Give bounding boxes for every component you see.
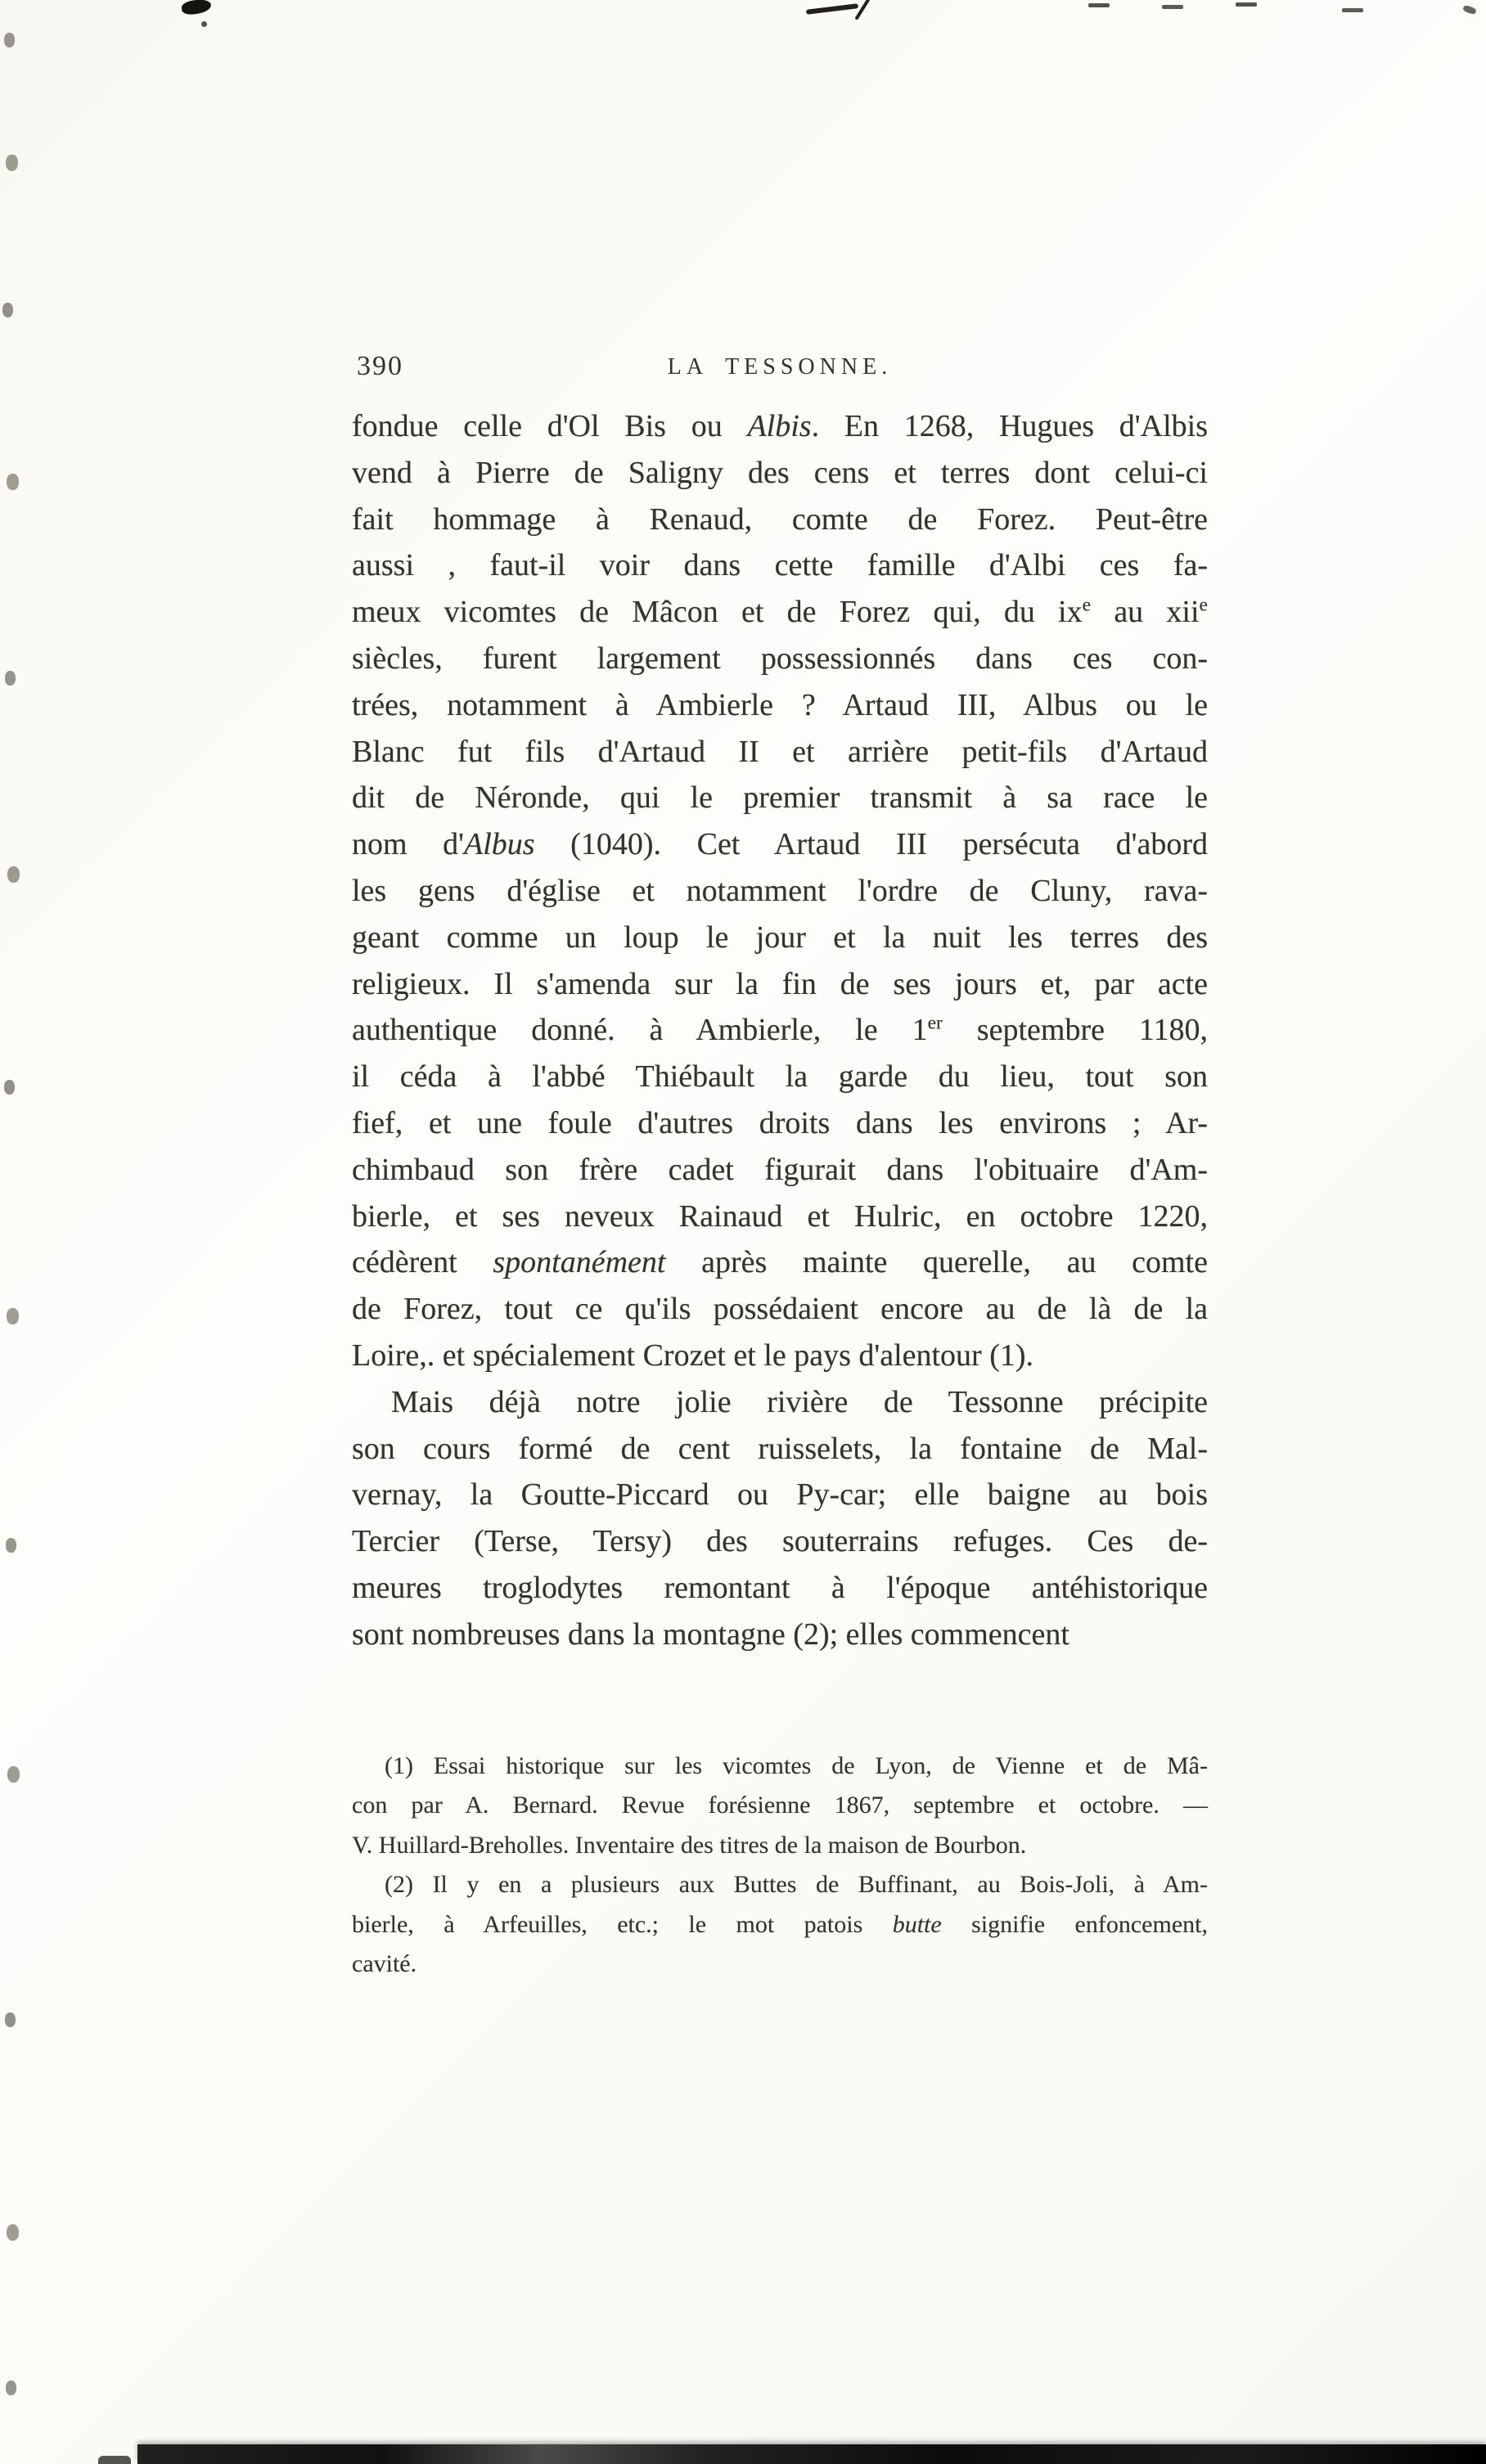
footnote [352, 1747, 1208, 1866]
text-line: les gens d'église et notamment l'ordre de Cluny, rava- [352, 873, 1208, 908]
text-line: dit de Néronde, qui le premier transmit à sa race le [352, 780, 1208, 816]
footnote-line: con par A. Bernard. Revue forésienne 1867, septembre et octobre. — [352, 1792, 1208, 1819]
scan-edge-bottom [137, 2444, 1486, 2464]
running-title: LA TESSONNE. [667, 354, 893, 380]
text-line: vernay, la Goutte-Piccard ou Py-car; elle baigne au bois [352, 1477, 1208, 1513]
scan-artifact-left-edge [4, 33, 15, 47]
text-line: de Forez, tout ce qu'ils possédaient encore au de là de la [352, 1292, 1208, 1327]
text-line: siècles, furent largement possessionnés dans ces con- [352, 641, 1208, 676]
scan-artifact-corner-mark [1462, 5, 1477, 16]
text-line: Blanc fut fils d'Artaud II et arrière petit-fils d'Artaud [352, 734, 1208, 769]
footnote-line: bierle, à Arfeuilles, etc.; le mot patois butte signifie enfoncement, [352, 1910, 1208, 1938]
scan-artifact-dash [806, 3, 858, 15]
footnotes [352, 1747, 1208, 1985]
text-line: Tercier (Terse, Tersy) des souterrains refuges. Ces de- [352, 1524, 1208, 1559]
text-line: meux vicomtes de Mâcon et de Forez qui, du $ix^e$ au xii$^e$ [352, 594, 1208, 630]
text-line: nom d'Albus (1040). Cet Artaud III persécuta d'abord [352, 827, 1209, 862]
text-line: Mais déjà notre jolie rivière de Tessonne précipite [391, 1384, 1208, 1419]
text-line: vend à Pierre de Saligny des cens et terres dont celui-ci [352, 455, 1208, 490]
footnote [352, 1865, 1208, 1985]
footnote-line: (1) Essai historique sur les vicomtes de Lyon, de Vienne et de Mâ- [385, 1751, 1208, 1779]
footnote-line: cavité. [352, 1950, 417, 1978]
text-line: Loire,. et spécialement Crozet et le pays d'alentour (1). [352, 1338, 1034, 1373]
scan-artifact-marks [1088, 3, 1110, 7]
scan-artifact-ink-blob [181, 0, 212, 16]
scan-edge-nub [98, 2456, 131, 2464]
footnote-line: (2) Il y en a plusieurs aux Buttes de Buffinant, au Bois-Joli, à Am- [385, 1871, 1208, 1899]
paragraph [352, 403, 1208, 1379]
scan-artifact-slash [854, 0, 870, 20]
text-line: il céda à l'abbé Thiébault la garde du lieu, tout son [352, 1059, 1208, 1095]
page-number: 390 [357, 351, 403, 381]
page-header [352, 348, 1208, 398]
scan-artifact-dot [201, 21, 207, 27]
footnote-line: V. Huillard-Breholles. Inventaire des titres de la maison de Bourbon. [352, 1831, 1027, 1859]
text-line: fait hommage à Renaud, comte de Forez. Peut-être [352, 501, 1208, 537]
text-line: aussi , faut-il voir dans cette famille d'Albi ces fa- [352, 548, 1208, 583]
text-line: cédèrent spontanément après mainte querelle, au comte [352, 1245, 1208, 1280]
text-line: son cours formé de cent ruisselets, la fontaine de Mal- [352, 1431, 1208, 1466]
paragraph [352, 1379, 1208, 1658]
text-line: meures troglodytes remontant à l'époque antéhistorique [352, 1570, 1208, 1605]
text-line: fief, et une foule d'autres droits dans les environs ; Ar- [352, 1105, 1208, 1140]
text-line: authentique donné. à Ambierle, le 1er septembre 1180, [352, 1012, 1208, 1048]
text-line: trées, notamment à Ambierle ? Artaud III, Albus ou le [352, 687, 1208, 722]
text-block [352, 348, 1208, 1985]
text-line: religieux. Il s'amenda sur la fin de ses jours et, par acte [352, 966, 1208, 1001]
text-line: geant comme un loup le jour et la nuit les terres des [352, 920, 1208, 955]
text-line: sont nombreuses dans la montagne (2); elles commencent [352, 1616, 1069, 1652]
body-text [352, 403, 1208, 1658]
text-line: chimbaud son frère cadet figurait dans l'obituaire d'Am- [352, 1152, 1208, 1187]
text-line: bierle, et ses neveux Rainaud et Hulric, en octobre 1220, [352, 1198, 1208, 1234]
text-line: fondue celle d'Ol Bis ou Albis. En 1268, Hugues d'Albis [352, 409, 1208, 443]
